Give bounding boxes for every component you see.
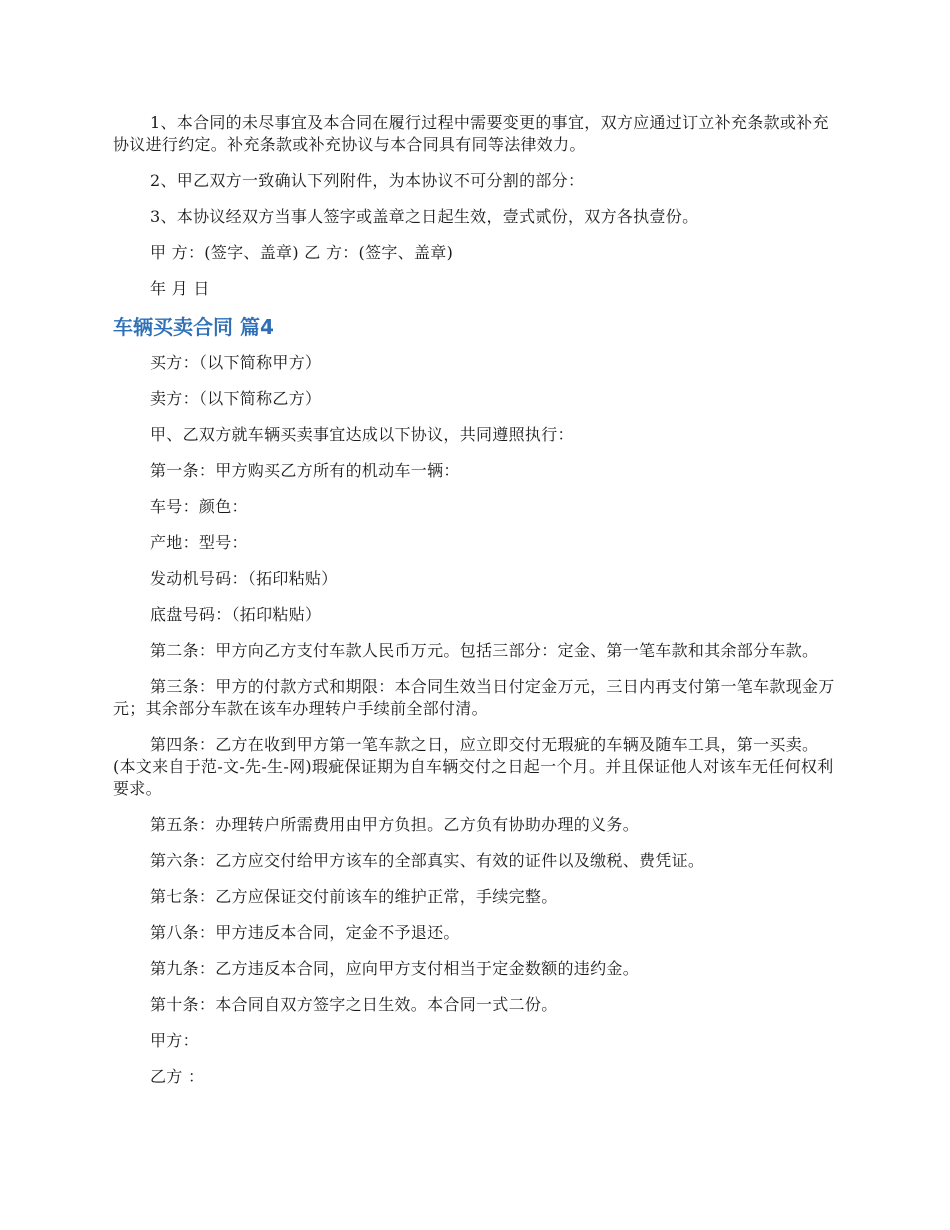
- origin-model-line: 产地：型号：: [150, 533, 248, 552]
- chassis-number-line: 底盘号码：（拓印粘贴）: [150, 605, 322, 624]
- article-10: 第十条：本合同自双方签字之日生效。本合同一式二份。: [150, 995, 558, 1014]
- signature-line: 甲 方：(签字、盖章) 乙 方：(签字、盖章): [150, 243, 454, 262]
- article-7: 第七条：乙方应保证交付前该车的维护正常，手续完整。: [150, 887, 558, 906]
- clause-paragraph: 3、本协议经双方当事人签字或盖章之日起生效，壹式贰份，双方各执壹份。: [150, 207, 699, 226]
- article-3: 第三条：甲方的付款方式和期限：本合同生效当日付定金万元，三日内再支付第一笔车款现金万元；其余部分车款在该车办理转户手续前全部付清。: [113, 677, 835, 718]
- article-9: 第九条：乙方违反本合同，应向甲方支付相当于定金数额的违约金。: [150, 959, 640, 978]
- clause-paragraph: 2、甲乙双方一致确认下列附件，为本协议不可分割的部分：: [150, 171, 585, 190]
- article-1: 第一条：甲方购买乙方所有的机动车一辆：: [150, 461, 460, 480]
- intro-paragraph: 甲、乙双方就车辆买卖事宜达成以下协议，共同遵照执行：: [150, 425, 574, 444]
- seller-line: 卖方：（以下简称乙方）: [150, 389, 322, 408]
- article-5: 第五条：办理转户所需费用由甲方负担。乙方负有协助办理的义务。: [150, 815, 640, 834]
- article-8: 第八条：甲方违反本合同，定金不予退还。: [150, 923, 460, 942]
- document-body: [113, 112, 841, 1102]
- article-2: 第二条：甲方向乙方支付车款人民币万元。包括三部分：定金、第一笔车款和其余部分车款。: [150, 641, 819, 660]
- article-6: 第六条：乙方应交付给甲方该车的全部真实、有效的证件以及缴税、费凭证。: [150, 851, 705, 870]
- clause-paragraph: 1、本合同的未尽事宜及本合同在履行过程中需要变更的事宜，双方应通过订立补充条款或补充协议进行约定。补充条款或补充协议与本合同具有同等法律效力。: [113, 113, 829, 154]
- engine-number-line: 发动机号码：（拓印粘贴）: [150, 569, 338, 588]
- buyer-line: 买方：（以下简称甲方）: [150, 353, 322, 372]
- party-b-signature: 乙方 ：: [150, 1067, 205, 1086]
- section-heading: 车辆买卖合同 篇4: [113, 315, 274, 339]
- party-a-signature: 甲方：: [150, 1031, 199, 1050]
- article-4: 第四条：乙方在收到甲方第一笔车款之日，应立即交付无瑕疵的车辆及随车工具，第一买卖。(本文来自于范-文-先-生-网)瑕疵保证期为自车辆交付之日起一个月。并且保证他人对该车无任何权利要求。: [113, 735, 834, 798]
- plate-color-line: 车号：颜色：: [150, 497, 248, 516]
- date-line: 年 月 日: [150, 279, 210, 298]
